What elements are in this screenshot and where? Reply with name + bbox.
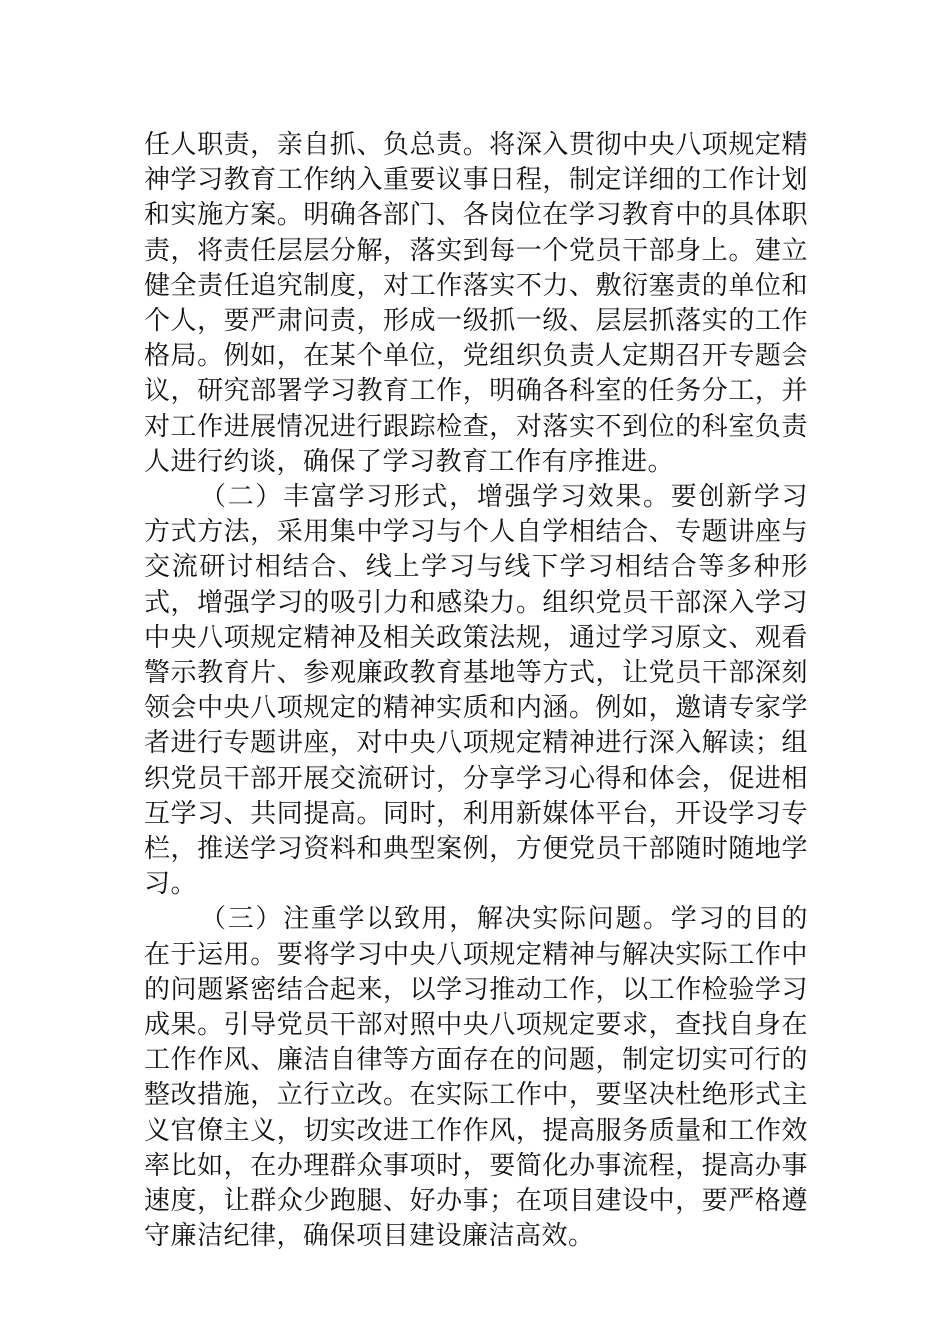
body-text [144,128,808,1255]
paragraph-apply-learning: （三）注重学以致用，解决实际问题。学习的目的在于运用。要将学习中央八项规定精神与解决实际工作中的问题紧密结合起来，以学习推动工作，以工作检验学习成果。引导党员干部对照中央八项规定要求，查找自身在工作作风、廉洁自律等方面存在的问题，制定切实可行的整改措施，立行立改。在实际工作中，要坚决杜绝形式主义官僚主义，切实改进工作作风，提高服务质量和工作效率比如，在办理群众事项时，要简化办事流程，提高办事速度，让群众少跑腿、好办事；在项目建设中，要严格遵守廉洁纪律，确保项目建设廉洁高效。 [144,904,808,1252]
paragraph-learning-forms: （二）丰富学习形式，增强学习效果。要创新学习方式方法，采用集中学习与个人自学相结合、专题讲座与交流研讨相结合、线上学习与线下学习相结合等多种形式，增强学习的吸引力和感染力。组织党员干部深入学习中央八项规定精神及相关政策法规，通过学习原文、观看警示教育片、参观廉政教育基地等方式，让党员干部深刻领会中央八项规定的精神实质和内涵。例如，邀请专家学者进行专题讲座，对中央八项规定精神进行深入解读；组织党员干部开展交流研讨，分享学习心得和体会，促进相互学习、共同提高。同时，利用新媒体平台，开设学习专栏，推送学习资料和典型案例，方便党员干部随时随地学习。 [144,482,808,900]
paragraph-responsibility: 任人职责，亲自抓、负总责。将深入贯彻中央八项规定精神学习教育工作纳入重要议事日程，制定详细的工作计划和实施方案。明确各部门、各岗位在学习教育中的具体职责，将责任层层分解，落实到每一个党员干部身上。建立健全责任追究制度，对工作落实不力、敷衍塞责的单位和个人，要严肃问责，形成一级抓一级、层层抓落实的工作格局。例如，在某个单位，党组织负责人定期召开专题会议，研究部署学习教育工作，明确各科室的任务分工，并对工作进展情况进行跟踪检查，对落实不到位的科室负责人进行约谈，确保了学习教育工作有序推进。 [144,130,808,477]
